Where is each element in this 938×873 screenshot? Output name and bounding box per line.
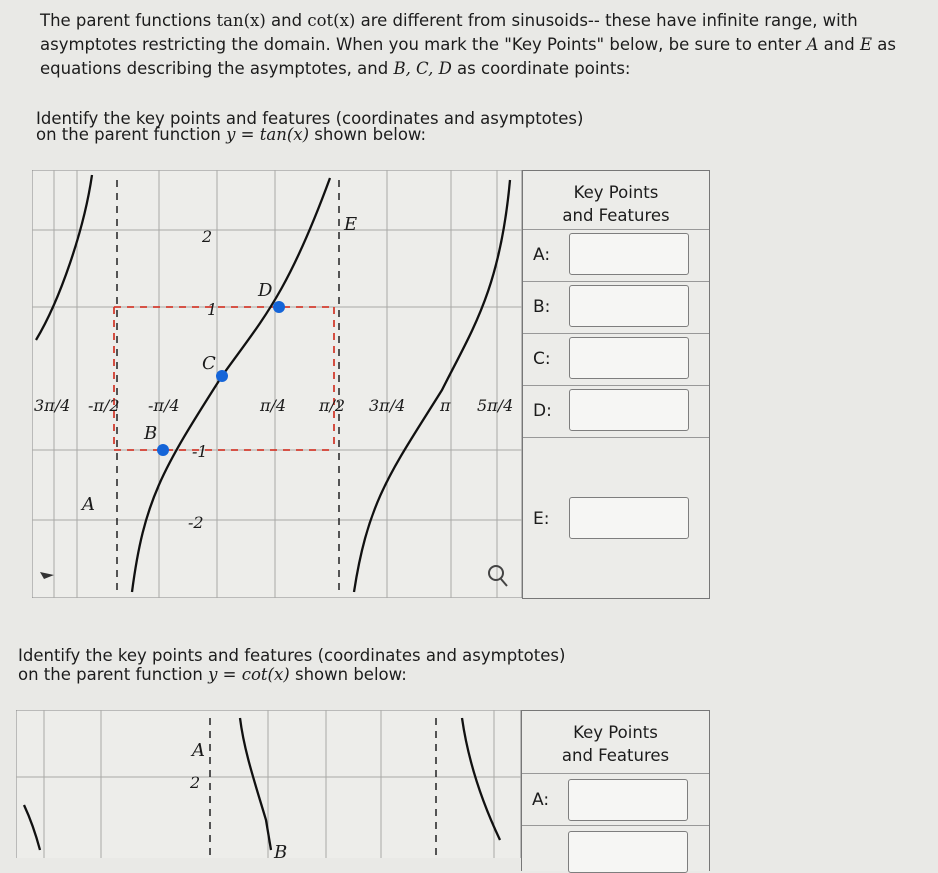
label-B: B (144, 423, 158, 444)
section1-instruction: Identify the key points and features (coordinates and asymptotes) (36, 109, 584, 128)
keypoints-panel-cot (521, 710, 710, 871)
svg-text:-π/4: -π/4 (148, 396, 180, 415)
label-C: C (202, 353, 216, 374)
answer-input-D[interactable] (569, 389, 689, 431)
keypoint-label-B: B: (533, 297, 551, 317)
keypoint-label-D: D: (533, 401, 552, 421)
point-C (216, 370, 228, 382)
svg-text:π/2: π/2 (319, 396, 346, 415)
cot-answer-input-A[interactable] (568, 779, 688, 821)
svg-text:5π/4: 5π/4 (477, 396, 514, 415)
answer-input-C[interactable] (569, 337, 689, 379)
cot-equation: y = cot(x) (208, 665, 290, 684)
keypoint-label-C: C: (533, 349, 551, 369)
intro-line-3: equations describing the asymptotes, and B, C, D as coordinate points: (40, 59, 631, 78)
svg-text:3π/4: 3π/4 (369, 396, 406, 415)
label-A: A (82, 494, 95, 515)
tan-graph (32, 170, 522, 598)
section1-instruction-2: on the parent function y = tan(x) shown below: (36, 125, 427, 144)
y-tick-1: 1 (207, 300, 218, 319)
keypoint-label-A: A: (533, 245, 551, 265)
tan-function: tan(x) (216, 11, 266, 30)
section2-instruction-2: on the parent function y = cot(x) shown below: (18, 665, 407, 684)
y-tick-neg2: -2 (188, 513, 204, 532)
intro-line-2: asymptotes restricting the domain. When you mark the "Key Points" below, be sure to enter A and E as (40, 35, 896, 54)
label-E: E (344, 214, 358, 235)
cot-answer-input-B[interactable] (568, 831, 688, 873)
svg-text:3π/4: 3π/4 (34, 396, 71, 415)
cot-keypoint-label-A: A: (532, 790, 550, 810)
answer-input-B[interactable] (569, 285, 689, 327)
intro-line-1: The parent functions tan(x) and cot(x) are different from sinusoids-- these have infinite range, with (40, 11, 858, 30)
section2-instruction: Identify the key points and features (coordinates and asymptotes) (18, 646, 566, 665)
cot-label-A: A (192, 740, 205, 761)
answer-input-E[interactable] (569, 497, 689, 539)
svg-text:π: π (440, 396, 451, 415)
keypoints-title: Key Points and Features (562, 183, 670, 225)
point-B (157, 444, 169, 456)
cot-label-B: B (274, 842, 288, 858)
y-tick-neg1: -1 (192, 442, 208, 461)
keypoints-title-2: Key Points and Features (561, 723, 670, 765)
answer-input-A[interactable] (569, 233, 689, 275)
keypoint-label-E: E: (533, 509, 550, 529)
cot-y-tick-2: 2 (190, 773, 201, 792)
cot-graph (16, 710, 521, 858)
y-tick-2: 2 (202, 227, 213, 246)
keypoints-panel-tan (522, 170, 710, 599)
cot-function: cot(x) (307, 11, 356, 30)
point-D (273, 301, 285, 313)
label-D: D (258, 280, 273, 301)
svg-text:π/4: π/4 (260, 396, 287, 415)
tan-equation: y = tan(x) (226, 125, 310, 144)
x-tick-labels (34, 396, 513, 415)
svg-text:-π/2: -π/2 (88, 396, 120, 415)
